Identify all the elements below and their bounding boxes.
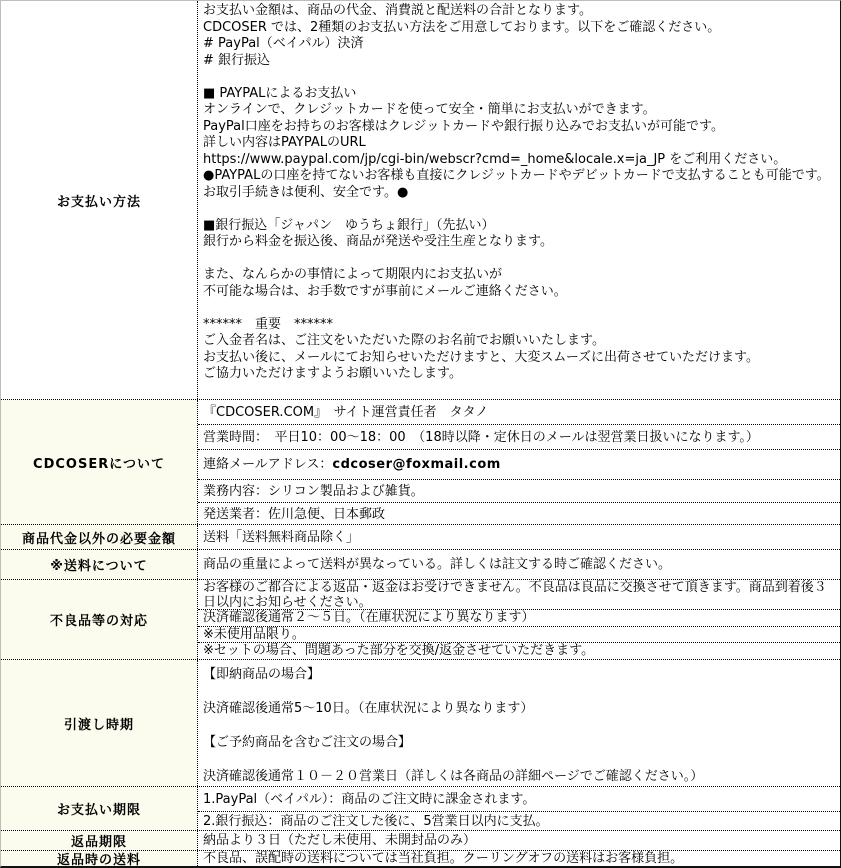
preorder-case-heading: 【ご予約商品を含むご注文の場合】 xyxy=(203,735,412,750)
defect-policy-row: お客様のご都合による返品・返金はお受けできません。不良品は良品に交換させて頂きます。商品到着後３日以内にお知らせください。 xyxy=(198,580,840,610)
payment-line: # PayPal（ベイパル）決済 xyxy=(203,36,364,51)
about-content xyxy=(198,400,840,524)
delivery-line: 決済確認後通常5～10日。（在庫状況により異なります） xyxy=(203,701,534,716)
shipping-carrier-row: 発送業者：佐川急便、日本郵政 xyxy=(203,506,386,522)
payment-line: また、なんらかの事情によって期限内にお支払いが xyxy=(203,267,503,282)
defect-set-exchange-row: ※セットの場合、問題あった部分を交換/返金させていただきます。 xyxy=(203,643,595,658)
payment-deadline-header: お支払い期限 xyxy=(1,787,198,830)
shipping-note-header: ※送料について xyxy=(1,550,198,579)
blank-line xyxy=(203,69,835,86)
site-operator-row: 『CDCOSER.COM』 サイト運営責任者 タタノ xyxy=(198,400,840,425)
payment-line: 銀行から料金を振込後、商品が発送や受注生産となります。 xyxy=(203,234,553,249)
row-about-cdcoser xyxy=(1,399,840,524)
about-header: CDCOSERについて xyxy=(1,400,198,524)
delivery-time-content xyxy=(198,660,840,786)
defect-handling-content xyxy=(198,580,840,659)
business-hours-row: 営業時間： 平日10：00～18：00 （18時以降・定休日のメールは翌営業日扱いになります。） xyxy=(198,425,840,450)
payment-method-content xyxy=(198,1,840,399)
payment-line: ご協力いただけますようお願いいたします。 xyxy=(203,366,462,381)
payment-deadline-content xyxy=(198,787,840,830)
blank-line xyxy=(203,300,835,317)
deadline-paypal-row: 1.PayPal（ベイパル）：商品のご注文時に課金されます。 xyxy=(198,787,840,812)
payment-line: # 銀行振込 xyxy=(203,52,271,68)
defect-processing-time-row: 決済確認後通常２～５日。（在庫状況により異なります） xyxy=(198,610,840,627)
paypal-url-text: https://www.paypal.com/jp/cgi-bin/webscr?cmd=_home&locale.x=ja_JP をご利用ください。 xyxy=(203,151,787,167)
payment-line: CDCOSER では、2種類のお支払い方法をご用意しております。以下をご確認ください。 xyxy=(203,19,721,35)
important-heading: ****** 重要 ****** xyxy=(203,316,334,332)
contact-email-value: cdcoser@foxmail.com xyxy=(332,457,501,472)
return-shipping-content: 不良品、誤配時の送料については当社負担。クーリングオフの送料はお客様負担。 xyxy=(198,851,840,866)
payment-line: お支払い金額は、商品の代金、消費説と配送料の合計となります。 xyxy=(203,3,592,18)
contact-email-label: 連絡メールアドレス： xyxy=(203,457,333,472)
row-return-shipping xyxy=(1,850,840,866)
extra-fee-header: 商品代金以外の必要金額 xyxy=(1,525,198,549)
payment-line: オンラインで、クレジットカードを使って安全・簡単にお支払いができます。 xyxy=(203,102,656,117)
payment-method-header: お支払い方法 xyxy=(1,1,198,399)
payment-line: ご入金者名は、ご注文をいただいた際のお名前でお願いいたします。 xyxy=(203,333,605,348)
payment-line: ●PAYPALの口座を持てないお客様も直接にクレジットカードやデビットカードで支払することも可能です。 xyxy=(203,168,830,183)
payment-line: 詳しい内容はPAYPALのURL xyxy=(203,135,366,150)
blank-line xyxy=(203,751,835,768)
return-period-header: 返品期限 xyxy=(1,831,198,850)
return-period-content: 納品より３日（ただし未使用、未開封品のみ） xyxy=(198,831,840,850)
row-extra-fee xyxy=(1,524,840,549)
shipping-note-content: 商品の重量によって送料が異なっている。詳しくは註文する時ご確認ください。 xyxy=(198,550,840,579)
row-defect-handling xyxy=(1,579,840,659)
defect-unused-only-row: ※未使用品限り。 xyxy=(198,627,840,643)
blank-line xyxy=(203,717,835,734)
row-payment-deadline xyxy=(1,786,840,830)
payment-line: PayPal口座をお持ちのお客様はクレジットカードや銀行振り込みでお支払いが可能です。 xyxy=(203,118,724,134)
return-shipping-header: 返品時の送料 xyxy=(1,851,198,866)
delivery-time-header: 引渡し時期 xyxy=(1,660,198,786)
in-stock-case-heading: 【即納商品の場合】 xyxy=(203,667,321,682)
delivery-line: 決済確認後通常１０－２０営業日（詳しくは各商品の詳細ページでご確認ください。） xyxy=(203,769,704,784)
extra-fee-content: 送料「送料無料商品除く」 xyxy=(198,525,840,549)
blank-line xyxy=(203,683,835,700)
deadline-bank-row: 2.銀行振込：商品のご注文した後に、5営業日以内に支払。 xyxy=(203,814,549,829)
bank-transfer-heading: ■銀行振込「ジャパン ゆうちょ銀行」（先払い） xyxy=(203,217,495,233)
defect-handling-header: 不良品等の対応 xyxy=(1,580,198,659)
paypal-section-heading: ■ PAYPALによるお支払い xyxy=(203,85,357,101)
payment-line: お支払い後に、メールにてお知らせいただけますと、大変スムーズに出荷させていただけます。 xyxy=(203,349,760,365)
blank-line xyxy=(203,251,835,268)
business-content-row: 業務内容：シリコン製品および雑貨。 xyxy=(198,480,840,503)
row-shipping-note xyxy=(1,549,840,579)
payment-line: 不可能な場合は、お手数ですが事前にメールご連絡ください。 xyxy=(203,283,567,299)
row-delivery-time xyxy=(1,659,840,786)
payment-line: お取引手続きは便利、安全です。● xyxy=(203,184,409,200)
blank-line xyxy=(203,201,835,218)
contact-email-row xyxy=(198,450,840,480)
row-return-period xyxy=(1,830,840,850)
row-payment-method xyxy=(1,1,840,399)
